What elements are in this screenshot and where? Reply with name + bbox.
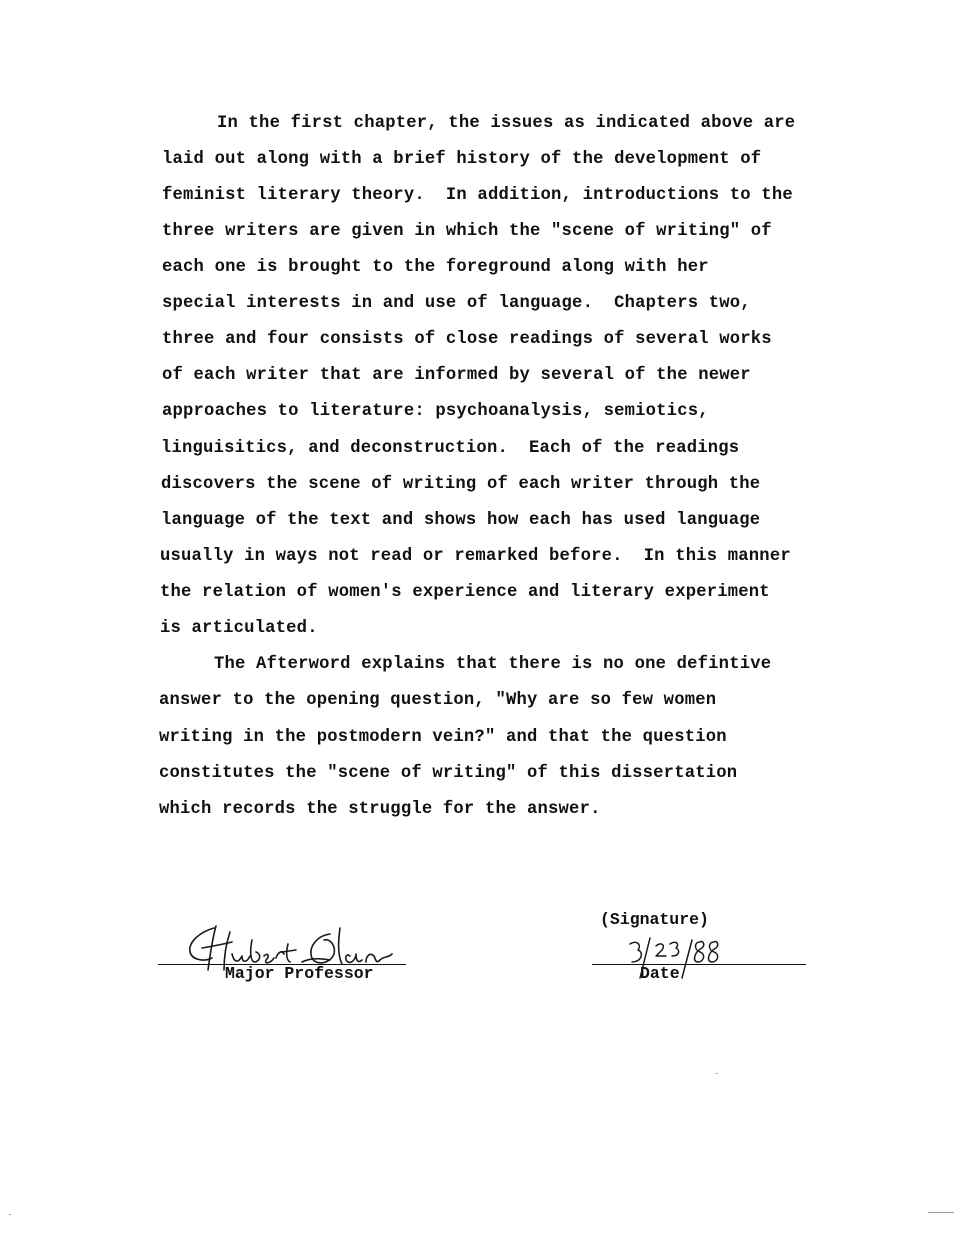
body-line: The Afterword explains that there is no one defintive <box>214 655 772 674</box>
body-line: each one is brought to the foreground along with her <box>162 258 709 277</box>
body-line: approaches to literature: psychoanalysis, semiotics, <box>162 402 709 421</box>
body-line: is articulated. <box>160 619 318 638</box>
handwritten-date <box>622 934 722 990</box>
scan-speck <box>9 1214 11 1215</box>
body-line: answer to the opening question, "Why are so few women <box>159 691 717 710</box>
body-line: writing in the postmodern vein?" and that the question <box>159 728 727 747</box>
body-line: laid out along with a brief history of the development of <box>162 150 762 169</box>
scan-speck <box>716 1073 718 1074</box>
body-line: which records the struggle for the answer. <box>159 800 601 819</box>
body-line: special interests in and use of language. Chapters two, <box>162 294 751 313</box>
body-line: three and four consists of close readings of several works <box>162 330 772 349</box>
body-line: linguisitics, and deconstruction. Each of the readings <box>161 439 740 458</box>
body-line: usually in ways not read or remarked before. In this manner <box>160 547 791 566</box>
date-label: Date <box>640 964 680 983</box>
body-line: three writers are given in which the "scene of writing" of <box>162 222 772 241</box>
scan-speck <box>928 1212 954 1213</box>
body-line: of each writer that are informed by several of the newer <box>162 366 751 385</box>
major-professor-label: Major Professor <box>225 964 374 983</box>
body-line: discovers the scene of writing of each writer through the <box>161 475 761 494</box>
body-line: the relation of women's experience and literary experiment <box>160 583 770 602</box>
body-line: constitutes the "scene of writing" of this dissertation <box>159 764 738 783</box>
body-line: In the first chapter, the issues as indicated above are <box>217 114 796 133</box>
body-line: language of the text and shows how each has used language <box>161 511 761 530</box>
body-line: feminist literary theory. In addition, introductions to the <box>162 186 793 205</box>
signature-caption: (Signature) <box>600 910 709 929</box>
handwritten-signature <box>180 918 410 988</box>
